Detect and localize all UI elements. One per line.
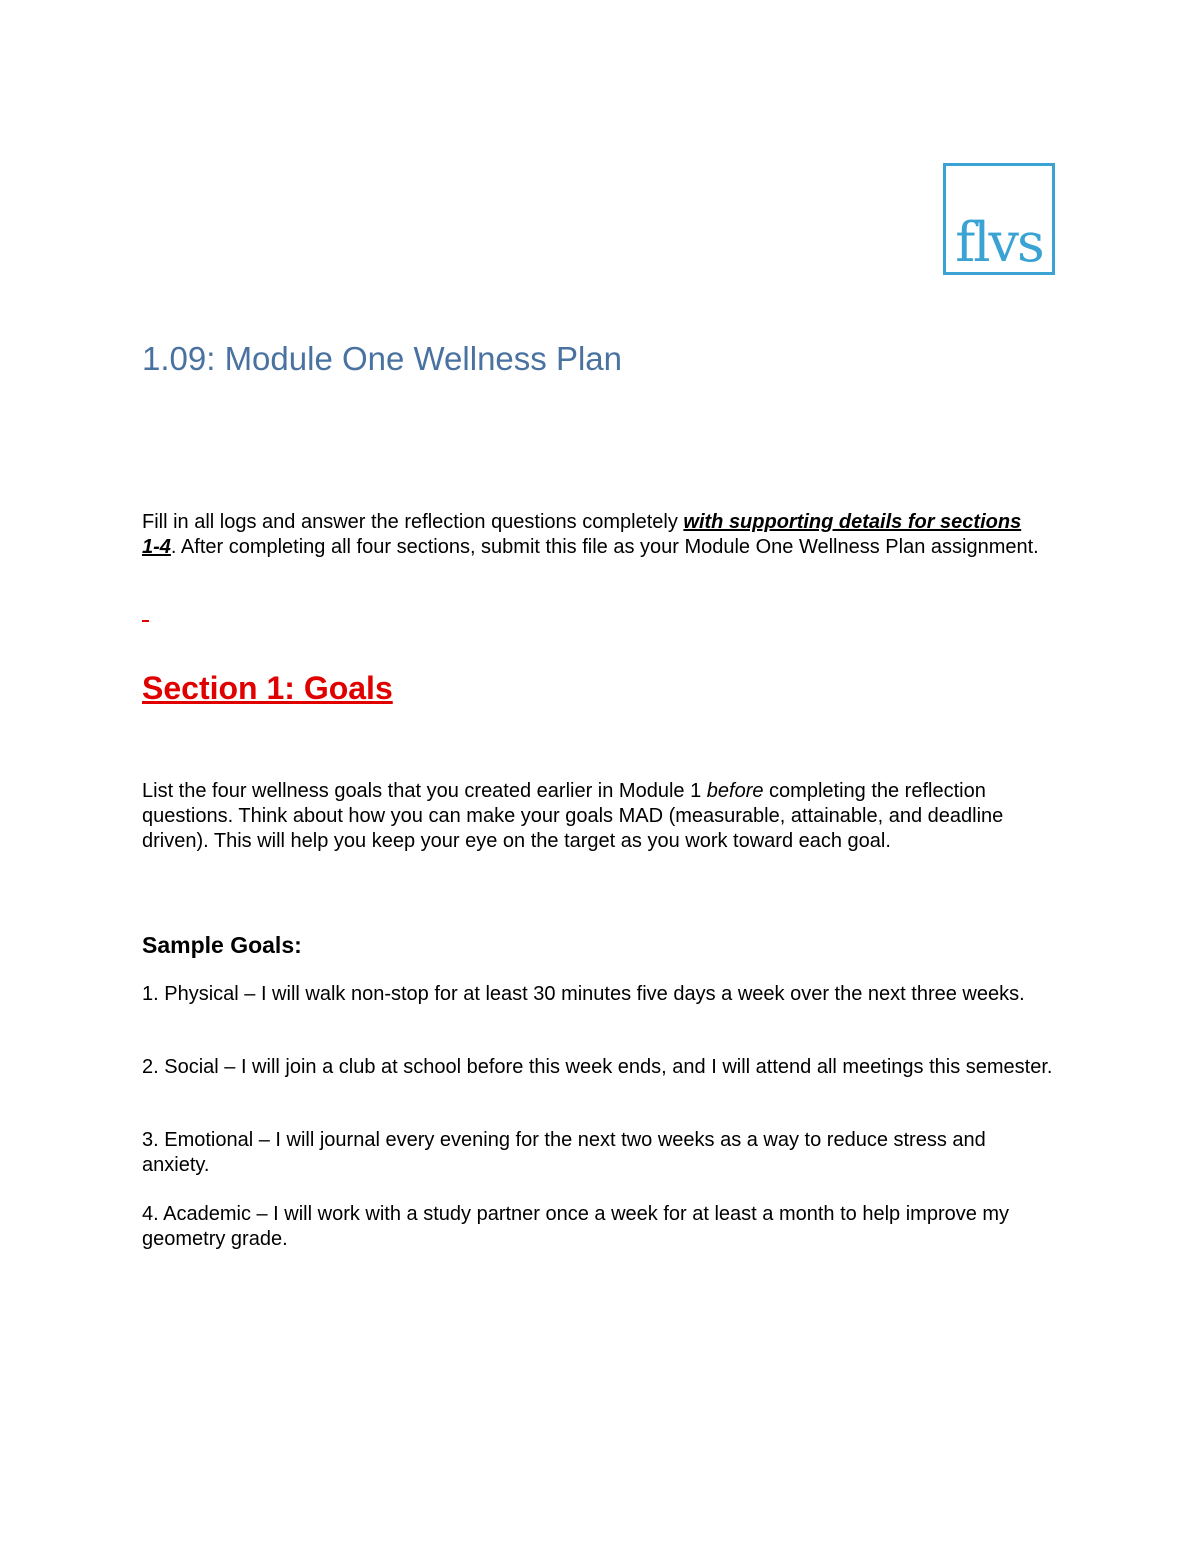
- section-1-instructions: [142, 779, 1057, 854]
- intro-text-start: Fill in all logs and answer the reflection questions completely: [142, 511, 684, 533]
- intro-emphasis: with supporting details for sections 1-4: [142, 511, 1022, 558]
- instructions-text-end: completing the reflection questions. Think about how you can make your goals MAD (measurable, attainable, and deadline driven). This will help you keep your eye on the target as you work toward each goal.: [142, 780, 1004, 852]
- page-title: 1.09: Module One Wellness Plan: [142, 340, 622, 377]
- instructions-text-start: List the four wellness goals that you created earlier in Module 1: [142, 780, 707, 802]
- sample-goal-social: 2. Social – I will join a club at school before this week ends, and I will attend all meetings this semester.: [142, 1056, 1053, 1078]
- flvs-logo: [943, 163, 1055, 275]
- intro-paragraph: [142, 510, 1042, 560]
- sample-goals-heading: Sample Goals:: [142, 932, 302, 958]
- instructions-italic: before: [706, 780, 764, 802]
- sample-goal-emotional: 3. Emotional – I will journal every evening for the next two weeks as a way to reduce stress and anxiety.: [142, 1129, 986, 1176]
- logo-text: flvs: [955, 211, 1043, 274]
- sample-goal-physical: 1. Physical – I will walk non-stop for at least 30 minutes five days a week over the next three weeks.: [142, 983, 1025, 1005]
- section-1-heading: Section 1: Goals: [142, 670, 393, 706]
- intro-text-end: . After completing all four sections, submit this file as your Module One Wellness Plan assignment.: [170, 536, 1039, 558]
- sample-goal-academic: 4. Academic – I will work with a study partner once a week for at least a month to help improve my geometry grade.: [142, 1203, 1010, 1250]
- red-underline-mark: [142, 620, 149, 622]
